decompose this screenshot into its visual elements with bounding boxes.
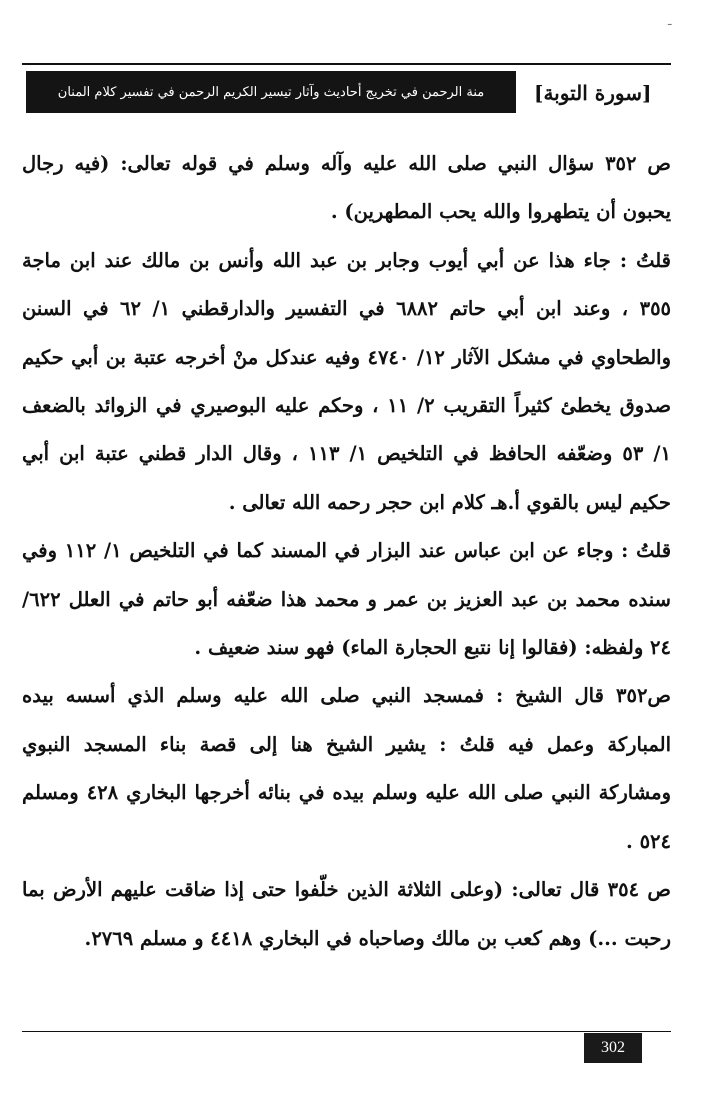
- footer-rule: [22, 1031, 671, 1032]
- paragraph-1: ص ٣٥٢ سؤال النبي صلى الله عليه وآله وسلم في قوله تعالى: (فيه رجال يحبون أن يتطهروا والله يحب المطهرين) .: [22, 152, 671, 224]
- paragraph-3: قلتُ : وجاء عن ابن عباس عند البزار في المسند كما في التلخيص ١/ ١١٢ وفي سنده محمد بن عبد العزيز بن عمر و محمد هذا ضعّفه أبو حاتم في العلل ٦٢٢/ ٢٤ ولفظه: (فقالوا إنا نتبع الحجارة الماء) فهو سند ضعيف .: [22, 539, 672, 660]
- page-number: 302: [584, 1033, 642, 1063]
- book-title: منة الرحمن في تخريج أحاديث وآثار تيسير الكريم الرحمن في تفسير كلام المنان: [57, 84, 485, 100]
- page-header: [22, 63, 671, 116]
- surah-label: [سورة التوبة]: [534, 81, 652, 105]
- paragraph-2: قلتُ : جاء هذا عن أبي أيوب وجابر بن عبد الله وأنس بن مالك عند ابن ماجة ٣٥٥ ، وعند ابن أبي حاتم ٦٨٨٢ في التفسير والدارقطني ١/ ٦٢ في السنن والطحاوي في مشكل الآثار ١٢/ ٤٧٤٠ وفيه عندكل منْ أخرجه عتبة بن أبي حكيم صدوق يخطئ كثيراً التقريب ٢/ ١١ ، وحكم عليه البوصيري في الزوائد بالضعف ١/ ٥٣ وضعّفه الحافظ في التلخيص ١/ ١١٣ ، وقال الدار قطني عتبة ابن أبي حكيم ليس بالقوي أ.هـ كلام ابن حجر رحمه الله تعالى .: [22, 248, 672, 514]
- paragraph-4: ص٣٥٢ قال الشيخ : فمسجد النبي صلى الله عليه وسلم الذي أسسه بيده المباركة وعمل فيه قلتُ : يشير الشيخ هنا إلى قصة بناء المسجد النبوي ومشاركة النبي صلى الله عليه وسلم بيده في بنائه أخرجها البخاري ٤٢٨ ومسلم ٥٢٤ .: [22, 684, 671, 853]
- paragraph-5: ص ٣٥٤ قال تعالى: (وعلى الثلاثة الذين خلّفوا حتى إذا ضاقت عليهم الأرض بما رحبت ...) وهم كعب بن مالك وصاحباه في البخاري ٤٤١٨ و مسلم ٢٧٦٩.: [22, 878, 671, 950]
- corner-mark: ـ: [668, 14, 672, 28]
- book-title-band: [26, 71, 516, 113]
- header-rule: [22, 63, 671, 65]
- page-body: [22, 140, 671, 963]
